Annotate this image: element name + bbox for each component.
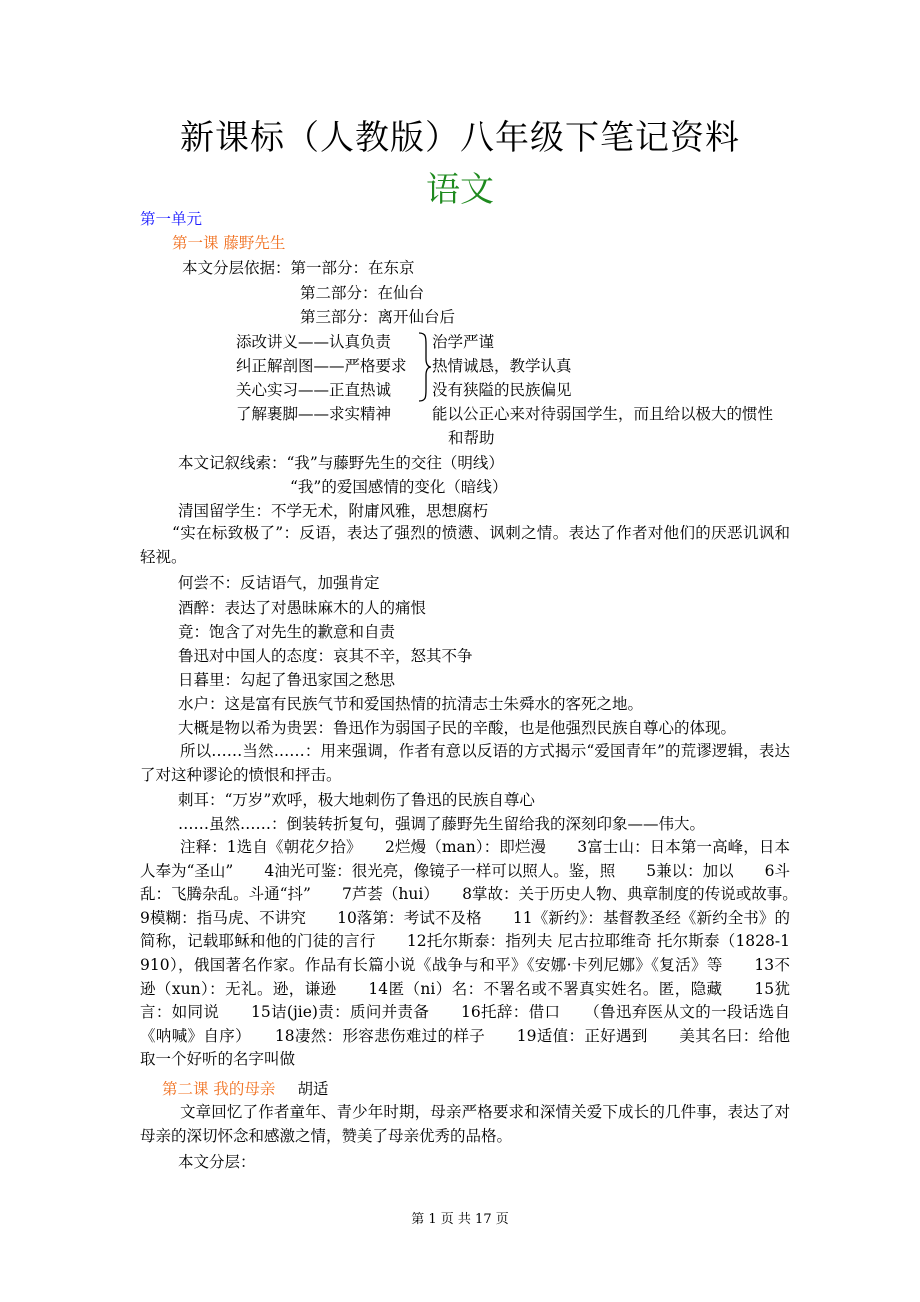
lesson1-heading: 第一课 藤野先生 — [172, 234, 286, 252]
unit-heading: 第一单元 — [140, 210, 203, 228]
item-right-4: 能以公正心来对待弱国学生，而且给以极大的惯性 — [432, 405, 774, 423]
narrative-clue-1: 本文记叙线索：“我”与藤野先生的交往（明线） — [178, 454, 504, 472]
document-title: 新课标（人教版）八年级下笔记资料 — [180, 118, 740, 158]
lesson2-author: 胡适 — [297, 1080, 329, 1098]
note-4: 酒醉：表达了对愚昧麻木的人的痛恨 — [178, 599, 427, 617]
item-left-3: 关心实习——正直热诚 — [236, 381, 392, 399]
structure-part3: 第三部分：离开仙台后 — [300, 308, 456, 326]
note-6: 鲁迅对中国人的态度：哀其不辛，怒其不争 — [178, 647, 473, 665]
item-left-1: 添改讲义——认真负责 — [236, 333, 392, 351]
page-footer: 第 1 页 共 17 页 — [411, 1212, 509, 1227]
curly-brace-icon — [416, 331, 432, 403]
item-left-2: 纠正解剖图——严格要求 — [236, 357, 407, 375]
item-right-4-tail: 和帮助 — [448, 429, 495, 447]
annotations-paragraph: 注释：1选自《朝花夕拾》 2烂熳（man）：即烂漫 3富士山：日本第一高峰，日本人奉为“圣山” 4油光可鉴：很光亮，像镜子一样可以照人。鉴，照 5兼以：加以 6斗乱：飞腾杂乱。斗通“抖” 7芦荟（hui） 8掌故：关于历史人物、典章制度的传说或故事。 9模糊：指马虎、不讲究 10落第：考试不及格 11《新约》：基督教圣经《新约全书》的简称，记载耶稣和他的门徒的言行 12托尔斯泰：指列夫 尼古拉耶维奇 托尔斯泰（1828-1910），俄国著名作家。作品有长篇小说《战争与和平》《安娜·卡列尼娜》《复活》等 13不逊（xun）：无礼。逊，谦逊 14匿（ni）名：不署名或不署真实姓名。匿，隐藏 15犹言：如同说 15诘(jie)责：质问并责备 16托辞：借口 （鲁迅弃医从文的一段话选自《呐喊》自序） 18凄然：形容悲伤难过的样子 19适值：正好遇到 美其名曰：给他取一个好听的名字叫做 — [140, 838, 822, 1069]
note-10: 所以……当然……：用来强调，作者有意以反语的方式揭示“爱国青年”的荒谬逻辑，表达了对这种谬论的愤恨和抨击。 — [140, 742, 790, 784]
lesson2-heading — [162, 1077, 328, 1101]
structure-part2: 第二部分：在仙台 — [300, 284, 425, 302]
note-7: 日暮里：勾起了鲁迅家国之愁思 — [178, 671, 396, 689]
subject-heading: 语文 — [426, 170, 494, 210]
note-11: 刺耳：“万岁”欢呼，极大地刺伤了鲁迅的民族自尊心 — [178, 791, 535, 809]
note-9: 大概是物以希为贵罢：鲁迅作为弱国子民的辛酸，也是他强烈民族自尊心的体现。 — [178, 719, 737, 737]
note-3: 何尝不：反诘语气，加强肯定 — [178, 574, 380, 592]
structure-part1: 本文分层依据：第一部分：在东京 — [182, 259, 415, 277]
item-right-2: 热情诚恳，教学认真 — [432, 357, 572, 375]
note-2: “实在标致极了”：反语，表达了强烈的愤懑、讽刺之情。表达了作者对他们的厌恶讥讽和轻视。 — [140, 524, 790, 566]
narrative-clue-2: “我”的爱国感情的变化（暗线） — [290, 478, 508, 496]
lesson2-summary: 文章回忆了作者童年、青少年时期，母亲严格要求和深情关爱下成长的几件事，表达了对母亲的深切怀念和感激之情，赞美了母亲优秀的品格。 — [140, 1103, 790, 1145]
note-12: ……虽然……：倒装转折复句，强调了藤野先生留给我的深刻印象——伟大。 — [178, 815, 706, 833]
note-8: 水户：这是富有民族气节和爱国热情的抗清志士朱舜水的客死之地。 — [178, 695, 644, 713]
note-1: 清国留学生：不学无术，附庸风雅，思想腐朽 — [178, 502, 489, 520]
item-right-1: 治学严谨 — [432, 333, 495, 351]
lesson2-structure-label: 本文分层： — [178, 1153, 256, 1171]
note-5: 竟：饱含了对先生的歉意和自责 — [178, 623, 396, 641]
lesson2-title: 第二课 我的母亲 — [162, 1080, 276, 1098]
item-right-3: 没有狭隘的民族偏见 — [432, 381, 572, 399]
item-left-4: 了解裹脚——求实精神 — [236, 405, 392, 423]
